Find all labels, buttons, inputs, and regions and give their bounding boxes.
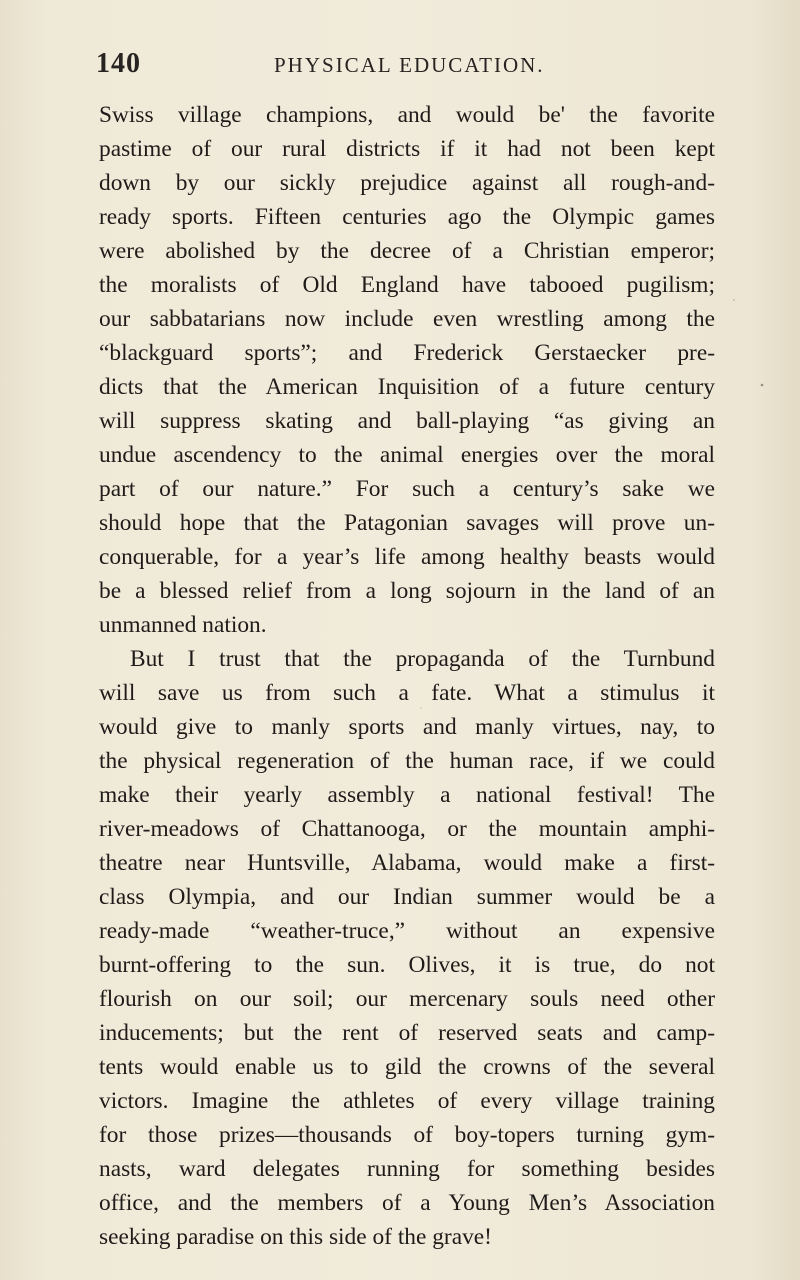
- text-line: victors. Imagine the athletes of every village training: [99, 1088, 715, 1114]
- text-line: will suppress skating and ball-playing “as giving an: [99, 408, 715, 434]
- text-line: burnt-offering to the sun. Olives, it is true, do not: [99, 952, 715, 978]
- text-line: ready sports. Fifteen centuries ago the Olympic games: [99, 204, 715, 230]
- text-line: tents would enable us to gild the crowns of the several: [99, 1054, 715, 1080]
- text-line: make their yearly assembly a national festival! The: [99, 782, 715, 808]
- text-line: “blackguard sports”; and Frederick Gerstaecker pre-: [99, 340, 715, 366]
- text-line: inducements; but the rent of reserved seats and camp-: [99, 1020, 715, 1046]
- text-line: be a blessed relief from a long sojourn in the land of an: [99, 578, 715, 604]
- text-line: flourish on our soil; our mercenary souls need other: [99, 986, 715, 1012]
- text-line: undue ascendency to the animal energies over the moral: [99, 442, 715, 468]
- text-line: the physical regeneration of the human race, if we could: [99, 748, 715, 774]
- text-line: conquerable, for a year’s life among healthy beasts would: [99, 544, 715, 570]
- text-line: should hope that the Patagonian savages will prove un-: [99, 510, 715, 536]
- text-line: river-meadows of Chattanooga, or the mountain amphi-: [99, 816, 715, 842]
- text-line: our sabbatarians now include even wrestling among the: [99, 306, 715, 332]
- text-line: for those prizes—thousands of boy-topers turning gym-: [99, 1122, 715, 1148]
- paragraph-1: [99, 98, 715, 642]
- text-line: nasts, ward delegates running for something besides: [99, 1156, 715, 1182]
- text-line: But I trust that the propaganda of the Turnbund: [130, 646, 715, 672]
- text-line: unmanned nation.: [99, 612, 267, 638]
- paragraph-2: [99, 642, 715, 1254]
- text-line: down by our sickly prejudice against all rough-and-: [99, 170, 715, 196]
- text-line: were abolished by the decree of a Christian emperor;: [99, 238, 715, 264]
- page-number: 140: [96, 48, 141, 79]
- text-line: seeking paradise on this side of the grave!: [99, 1224, 492, 1250]
- body-text: [99, 98, 715, 1254]
- text-line: will save us from such a fate. What a stimulus it: [99, 680, 715, 706]
- text-line: ready-made “weather-truce,” without an expensive: [99, 918, 715, 944]
- page-header: [96, 48, 716, 88]
- running-title: PHYSICAL EDUCATION.: [274, 53, 545, 77]
- text-line: office, and the members of a Young Men’s Association: [99, 1190, 715, 1216]
- text-line: the moralists of Old England have tabooed pugilism;: [99, 272, 715, 298]
- text-line: would give to manly sports and manly virtues, nay, to: [99, 714, 715, 740]
- text-line: Swiss village champions, and would be' the favorite: [99, 102, 715, 128]
- text-line: class Olympia, and our Indian summer would be a: [99, 884, 715, 910]
- text-line: dicts that the American Inquisition of a future century: [99, 374, 715, 400]
- text-line: pastime of our rural districts if it had not been kept: [99, 136, 715, 162]
- text-line: part of our nature.” For such a century’s sake we: [99, 476, 715, 502]
- text-line: theatre near Huntsville, Alabama, would make a first-: [99, 850, 715, 876]
